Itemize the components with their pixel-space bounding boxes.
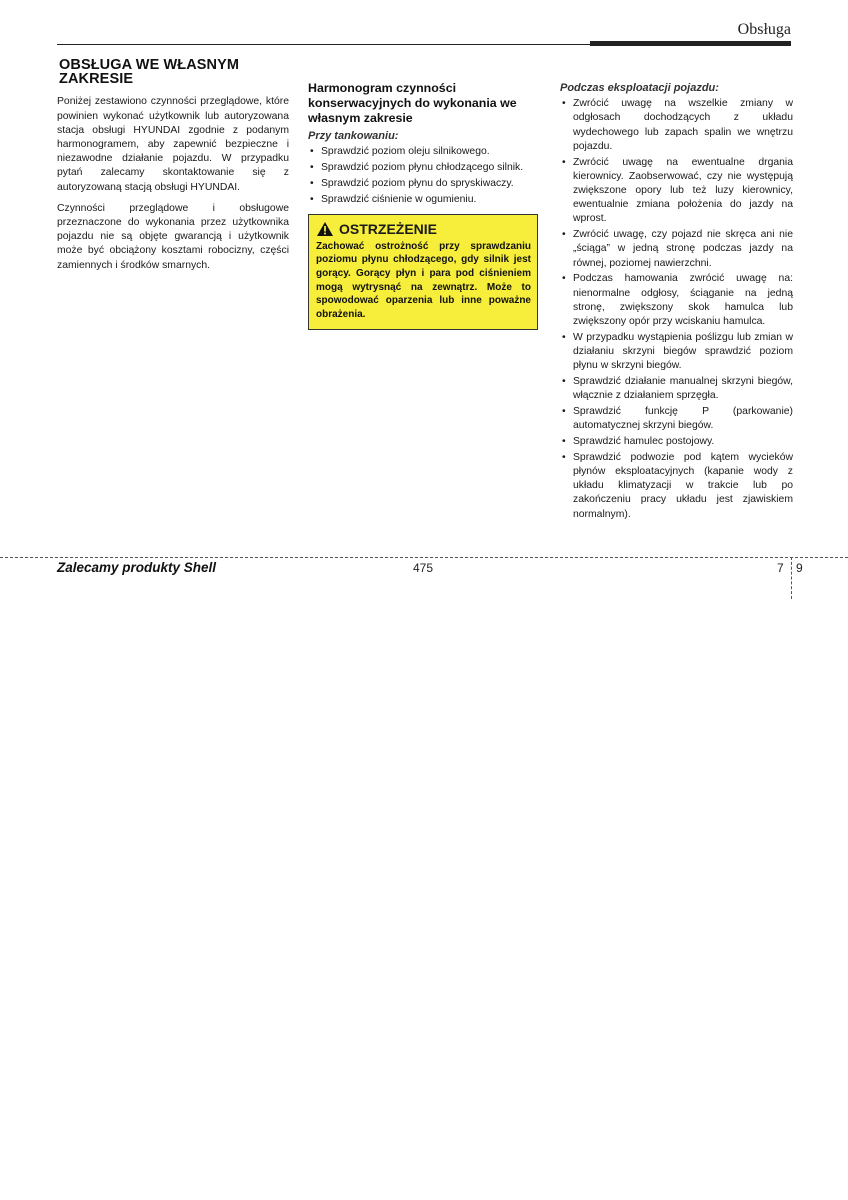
list-item: • Sprawdzić poziom płynu chłodzącego silnik. [310,162,524,173]
list-item: • Zwrócić uwagę na ewentualne drgania kierownicy. Zaobserwować, czy nie występują zwiększone opory lub też luzy kierownicy, ewentualnie zmiana położenia do jazdy na wprost. [562,156,793,225]
list-item: • Sprawdzić ciśnienie w ogumieniu. [310,193,477,205]
chapter-number: 7 [777,561,784,575]
footer-note: Zalecamy produkty Shell [57,560,217,575]
list-item: • Sprawdzić podwozie pod kątem wycieków płynów eksploatacyjnych (kapanie wody z układu klimatyzacji w trakcie lub po zakończeniu pracy układu jest zjawiskiem normalnym). [562,451,793,520]
schedule-title: Harmonogram czynności konserwacyjnych do wykonania we własnym zakresie [308,81,517,125]
refueling-subtitle: Przy tankowaniu: [308,130,399,142]
list-item: • W przypadku wystąpienia poślizgu lub zmian w działaniu skrzyni biegów sprawdzić poziom płynu w skrzyni biegów. [562,331,793,372]
middle-column [308,81,540,330]
warning-title: OSTRZEŻENIE [339,220,438,237]
page-number: 9 [796,561,803,575]
warning-text: Zachować ostrożność przy sprawdzaniu poziomu płynu chłodzącego, gdy silnik jest gorący. Gorący płyn i para pod ciśnieniem mogą wytrysnąć na zewnątrz. Może to spowodować oparzenia lub inne poważne obrażenia. [316,240,531,320]
footer-divider [0,557,848,558]
warning-header [316,221,531,237]
list-item: • Zwrócić uwagę, czy pojazd nie skręca ani nie „ściąga” w jedną stronę podczas jazdy na równej, poziomej nawierzchni. [562,229,793,269]
section-title: OBSŁUGA WE WŁASNYM ZAKRESIE [59,57,240,88]
header-bar [590,41,791,46]
list-item: • Sprawdzić działanie manualnej skrzyni biegów, włącznie z działaniem sprzęgła. [562,376,793,402]
list-item: • Zwrócić uwagę na wszelkie zmiany w odgłosach dochodzących z układu wydechowego lub zapach spalin we wnętrzu pojazdu. [562,98,793,152]
right-column [560,81,793,523]
warning-triangle-icon [316,221,334,237]
operation-subtitle: Podczas eksploatacji pojazdu: [560,82,719,94]
operation-list [560,97,793,522]
intro-paragraph: Poniżej zestawiono czynności przeglądowe, które powinien wykonać użytkownik lub autoryzowana stacja obsługi HYUNDAI zgodnie z podanym harmonogramem, aby zapewnić bezpieczne i niezawodne działanie pojazdu. W przypadku pytań zalecamy skontaktowanie się z autoryzowaną stacją obsługi HYUNDAI. [57,96,289,193]
warning-box [308,214,538,331]
refueling-list [308,145,540,207]
footer-page-divider [791,557,792,599]
header-title: Obsługa [737,21,791,38]
warranty-paragraph: Czynności przeglądowe i obsługowe przeznaczone do wykonania przez użytkownika pojazdu nie są objęte gwarancją i użytkownik może być obciążony kosztami robocizny, części zamiennych i środków smarnych. [57,202,289,271]
list-item: • Sprawdzić poziom płynu do spryskiwaczy. [310,177,514,189]
list-item: • Sprawdzić funkcję P (parkowanie) automatycznej skrzyni biegów. [562,406,793,432]
list-item: • Sprawdzić poziom oleju silnikowego. [310,146,490,158]
left-column [57,58,289,280]
footer-page-total: 475 [413,561,434,575]
list-item: • Podczas hamowania zwrócić uwagę na: nienormalne odgłosy, ściąganie na jedną stronę, zwiększony skok hamulca lub zwiększony opór przy wciskaniu hamulca. [562,273,793,328]
list-item: • Sprawdzić hamulec postojowy. [562,436,715,448]
